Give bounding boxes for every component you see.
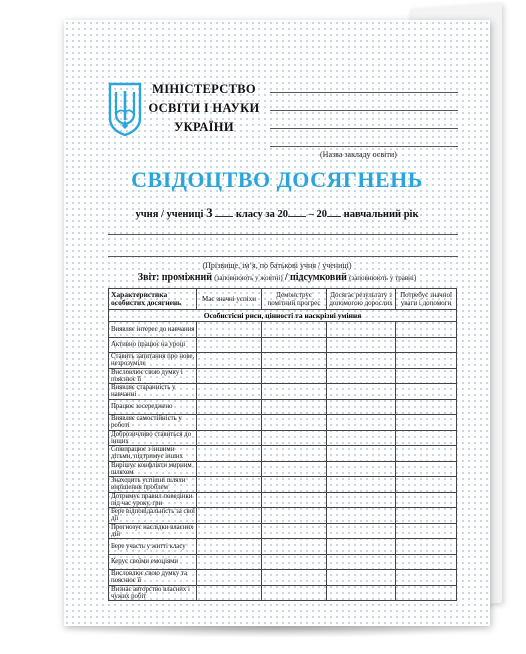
assessment-cell[interactable] [327,337,396,353]
academic-year-suffix: навчальний рік [343,209,419,220]
assessment-cell[interactable] [396,477,457,493]
table-row [109,523,457,539]
table-row [109,508,457,524]
assessment-cell[interactable] [262,415,327,431]
characteristic-label: Бере участь у житті класу [109,539,197,555]
assessment-cell[interactable] [327,492,396,508]
assessment-cell[interactable] [197,368,262,384]
assessment-cell[interactable] [262,539,327,555]
report-separator: / [284,272,288,283]
assessment-cell[interactable] [396,461,457,477]
assessment-cell[interactable] [197,430,262,446]
assessment-cell[interactable] [262,399,327,415]
assessment-cell[interactable] [262,492,327,508]
characteristic-label: Працює зосереджено [109,399,197,415]
assessment-cell[interactable] [396,585,457,601]
assessment-cell[interactable] [262,368,327,384]
assessment-cell[interactable] [197,585,262,601]
assessment-cell[interactable] [262,461,327,477]
table-header-row [109,289,457,310]
section-row [109,310,457,322]
assessment-cell[interactable] [327,477,396,493]
table-row [109,430,457,446]
assessment-cell[interactable] [262,523,327,539]
assessment-cell[interactable] [327,539,396,555]
assessment-cell[interactable] [262,430,327,446]
characteristic-label: Виявляє інтерес до навчання [109,322,197,338]
assessment-cell[interactable] [197,446,262,462]
header-characteristic: Характеристика особистих досягнень [109,289,197,310]
achievements-table [108,288,457,601]
student-name-caption: (Прізвище, ім’я, по батькові учня / учениці) [202,261,352,270]
assessment-cell[interactable] [396,368,457,384]
characteristic-label: Прогнозує наслідки власних дій [109,523,197,539]
class-letter-blank[interactable] [215,216,233,217]
table-row [109,368,457,384]
characteristic-label: Керує своїми емоціями [109,554,197,570]
assessment-cell[interactable] [262,508,327,524]
year-to-prefix: – 20 [308,209,328,220]
assessment-cell[interactable] [396,508,457,524]
table-row [109,585,457,601]
assessment-cell[interactable] [197,399,262,415]
characteristic-label: Вирішує конфлікти мирним шляхом [109,461,197,477]
table-row [109,415,457,431]
header-notable-progress: Демонструє помітний прогрес [262,289,327,310]
student-name-line[interactable] [108,256,458,257]
assessment-cell[interactable] [396,492,457,508]
assessment-cell[interactable] [396,446,457,462]
report-interim-note: (заповнюють у жовтні) [214,274,283,282]
header-significant-success: Має значні успіхи [197,289,262,310]
characteristic-label: Дотримує правил поведінки під час уроку, гри [109,492,197,508]
ministry-line: ОСВІТИ І НАУКИ [148,101,260,115]
assessment-cell[interactable] [327,415,396,431]
assessment-cell[interactable] [396,384,457,400]
table-row [109,353,457,369]
table-row [109,570,457,586]
assessment-cell[interactable] [396,570,457,586]
year-from-blank[interactable] [288,216,306,217]
assessment-cell[interactable] [262,477,327,493]
assessment-cell[interactable] [396,353,457,369]
characteristic-label: Ставить запитання про нове, незрозуміле [109,353,197,369]
assessment-cell[interactable] [327,430,396,446]
year-from-prefix: 20 [277,209,289,220]
school-name-line[interactable] [270,128,458,129]
assessment-cell[interactable] [327,399,396,415]
header-with-adult-help: Досягає результату з допомогою дорослих [327,289,396,310]
table-row [109,384,457,400]
table-row [109,322,457,338]
year-to-blank[interactable] [327,216,341,217]
assessment-cell[interactable] [396,415,457,431]
characteristic-label: Активно працює на уроці [109,337,197,353]
assessment-cell[interactable] [197,508,262,524]
characteristic-label: Співпрацює з іншими дітьми, підтримує інших [109,446,197,462]
assessment-cell[interactable] [327,523,396,539]
assessment-cell[interactable] [197,477,262,493]
table-row [109,461,457,477]
assessment-cell[interactable] [327,554,396,570]
assessment-cell[interactable] [396,523,457,539]
assessment-cell[interactable] [327,585,396,601]
assessment-cell[interactable] [327,368,396,384]
assessment-cell[interactable] [396,554,457,570]
assessment-cell[interactable] [197,322,262,338]
assessment-cell[interactable] [262,337,327,353]
ministry-name [144,80,264,137]
section-title: Особистісні риси, цінності та наскрізні уміння [109,310,457,322]
assessment-cell[interactable] [327,446,396,462]
assessment-cell[interactable] [262,353,327,369]
characteristic-label: Доброзичливо ставиться до інших [109,430,197,446]
ministry-line: УКРАЇНИ [174,120,234,134]
assessment-cell[interactable] [197,539,262,555]
school-name-line[interactable] [270,146,458,147]
header-needs-attention: Потребує значної уваги і допомоги [396,289,457,310]
assessment-cell[interactable] [197,337,262,353]
report-final[interactable]: підсумковий [289,272,347,283]
report-interim[interactable]: проміжний [161,272,213,283]
report-type-line [64,272,490,283]
assessment-cell[interactable] [262,554,327,570]
characteristic-label: Висловлює свою думку та пояснює її [109,570,197,586]
assessment-cell[interactable] [197,353,262,369]
assessment-cell[interactable] [197,570,262,586]
assessment-cell[interactable] [396,399,457,415]
school-name-caption: (Назва закладу освіти) [320,150,397,159]
characteristic-label: Виявляє самостійність у роботі [109,415,197,431]
report-final-note: (заповнюють у травні) [349,274,417,282]
characteristic-label: Визнає авторство власних і чужих робіт [109,585,197,601]
table-row [109,446,457,462]
assessment-cell[interactable] [262,585,327,601]
school-name-line[interactable] [270,110,458,111]
assessment-cell[interactable] [327,353,396,369]
assessment-cell[interactable] [197,554,262,570]
ministry-line: МІНІСТЕРСТВО [152,82,256,96]
assessment-cell[interactable] [197,492,262,508]
characteristic-label: Знаходить успішні шляхи вирішення проблем [109,477,197,493]
trident-coat-of-arms-icon [108,82,142,136]
assessment-cell[interactable] [327,570,396,586]
class-word: класу за [235,209,275,220]
table-row [109,477,457,493]
assessment-cell[interactable] [327,322,396,338]
assessment-cell[interactable] [197,415,262,431]
table-row [109,337,457,353]
assessment-cell[interactable] [262,384,327,400]
assessment-cell[interactable] [197,461,262,477]
class-number: 3 [206,205,213,220]
assessment-cell[interactable] [396,430,457,446]
assessment-cell[interactable] [197,384,262,400]
assessment-cell[interactable] [396,337,457,353]
student-class-line [64,205,490,221]
assessment-cell[interactable] [197,523,262,539]
assessment-cell[interactable] [396,539,457,555]
characteristic-label: Бере відповідальність за свої дії [109,508,197,524]
document-title: СВІДОЦТВО ДОСЯГНЕНЬ [131,167,423,192]
student-prefix: учня / учениці [135,209,204,220]
assessment-cell[interactable] [262,446,327,462]
assessment-cell[interactable] [262,322,327,338]
assessment-cell[interactable] [327,461,396,477]
certificate-sheet [64,20,490,626]
student-name-line[interactable] [108,234,458,235]
characteristic-label: Виявляє старанність у навчанні [109,384,197,400]
school-name-line[interactable] [270,92,458,93]
assessment-cell[interactable] [327,508,396,524]
assessment-cell[interactable] [396,322,457,338]
table-row [109,399,457,415]
assessment-cell[interactable] [262,570,327,586]
table-row [109,492,457,508]
report-label: Звіт: [137,272,160,283]
assessment-cell[interactable] [327,384,396,400]
characteristic-label: Висловлює свою думку і пояснює її [109,368,197,384]
table-row [109,539,457,555]
table-row [109,554,457,570]
